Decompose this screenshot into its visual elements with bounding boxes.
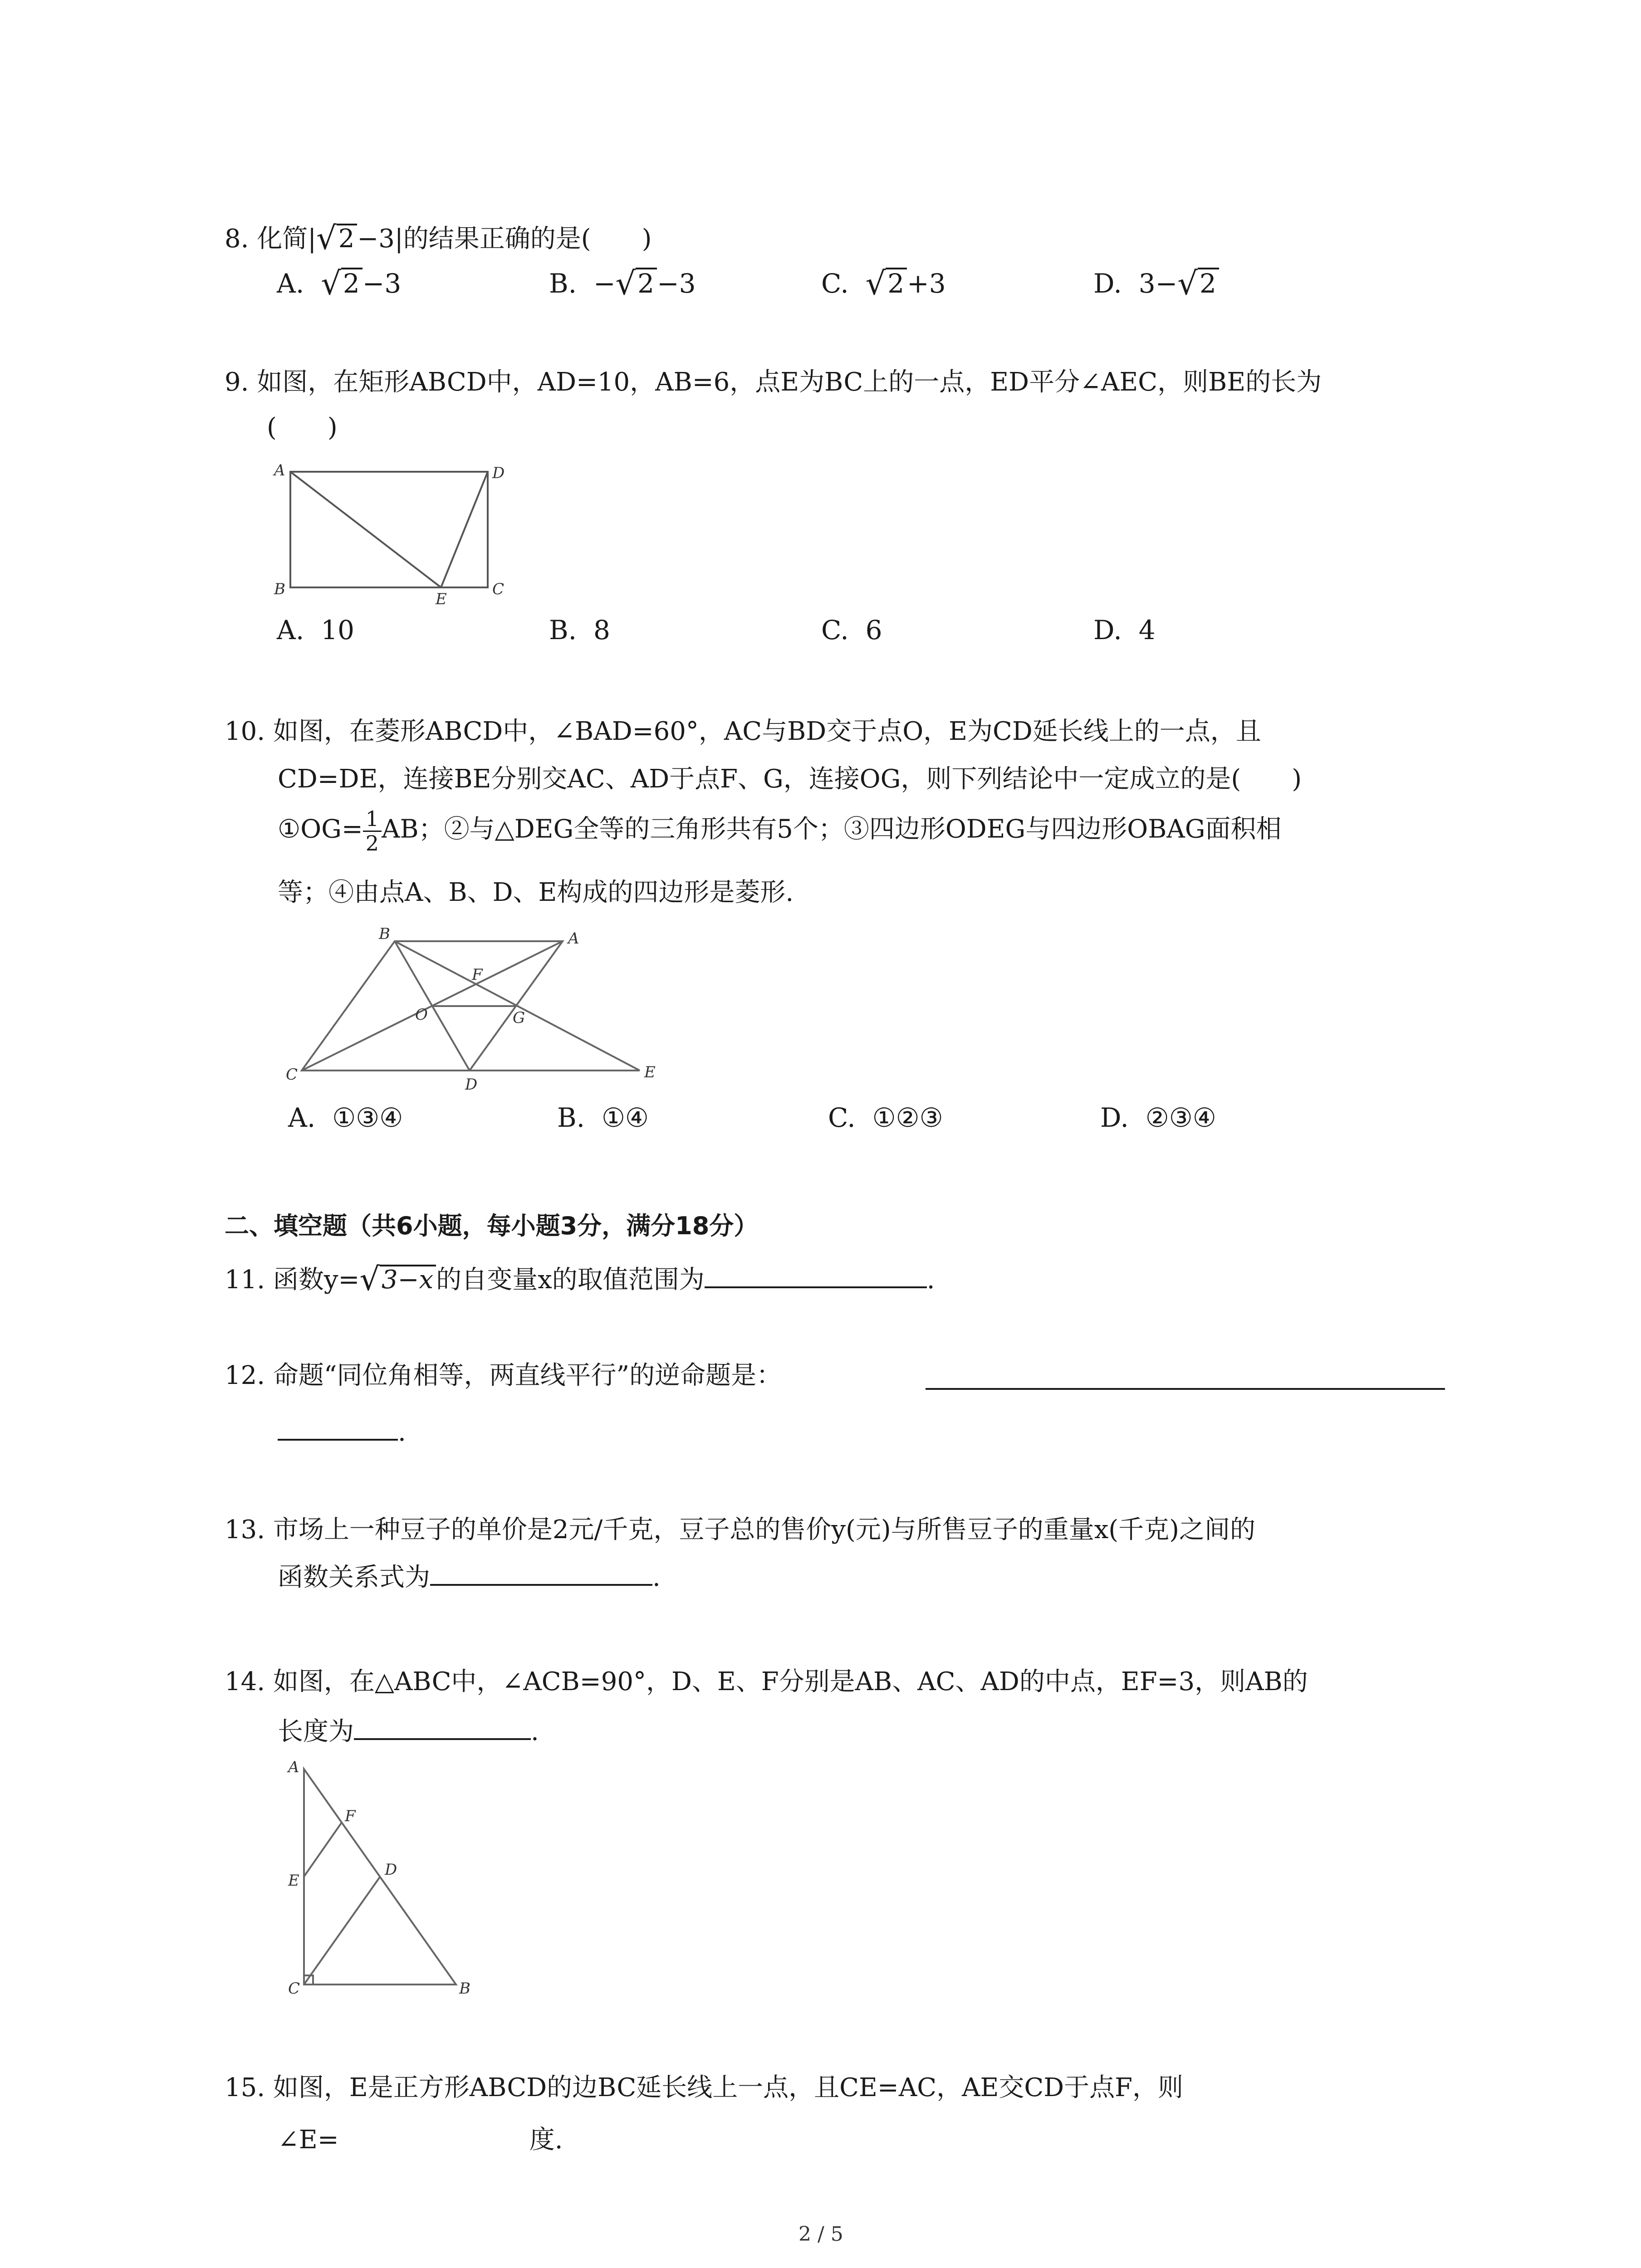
q13-period: . [652, 1563, 661, 1592]
section-title: 二、填空题（共6小题，每小题3分，满分18分） [225, 1212, 759, 1240]
option-value: 8 [593, 615, 610, 645]
vertex-c-label: C [286, 1066, 298, 1084]
q11-text-post: 的自变量x的取值范围为 [436, 1265, 705, 1295]
option-label: B. [549, 615, 577, 645]
option-suffix: +3 [907, 268, 946, 299]
option-value: ①③④ [332, 1102, 403, 1133]
q9-rectangle-figure [268, 458, 513, 608]
option-prefix: 3− [1138, 268, 1178, 299]
q8-option-b[interactable] [549, 265, 696, 302]
vertex-e-label: E [644, 1063, 656, 1081]
point-g-label: G [513, 1009, 525, 1027]
q8-number: 8. [225, 224, 249, 254]
q15-stem-line1 [225, 2075, 1183, 2101]
point-e-label: E [288, 1872, 299, 1890]
option-label: C. [821, 268, 849, 299]
q14-period: . [531, 1717, 539, 1746]
q9-option-a[interactable] [277, 617, 354, 643]
q10-conclusion-1: ①OG= [278, 814, 363, 844]
q11-period: . [926, 1265, 935, 1295]
option-radicand: 2 [1198, 268, 1219, 297]
fraction-numerator: 1 [363, 807, 382, 832]
option-label: C. [828, 1102, 856, 1133]
option-value: ②③④ [1145, 1102, 1216, 1133]
vertex-b-label: B [379, 925, 390, 943]
q11-radicand: 3−x [380, 1265, 436, 1293]
option-label: A. [288, 1102, 316, 1133]
q9-text: 如图，在矩形ABCD中，AD=10，AB=6，点E为BC上的一点，ED平分∠AEC，则BE的长为 [257, 367, 1322, 397]
segment-ef [304, 1823, 342, 1877]
vertex-c-label: C [492, 580, 505, 598]
option-label: A. [277, 615, 304, 645]
q14-text: 如图，在△ABC中，∠ACB=90°，D、E、F分别是AB、AC、AD的中点，EF=3，则AB的 [273, 1667, 1308, 1696]
q10-option-d[interactable] [1100, 1102, 1216, 1133]
q15-stem-line2 [278, 2127, 563, 2153]
q8-text-post: −3|的结果正确的是( ) [357, 224, 652, 254]
sqrt-sign: √ [321, 265, 341, 302]
q15-text: 如图，E是正方形ABCD的边BC延长线上一点，且CE=AC，AE交CD于点F，则 [273, 2073, 1184, 2102]
vertex-a-label: A [288, 1758, 299, 1776]
q9-stem-line1 [225, 367, 1322, 397]
q15-number: 15. [225, 2073, 265, 2102]
q8-radicand: 2 [337, 224, 358, 252]
q10-text: 如图，在菱形ABCD中，∠BAD=60°，AC与BD交于点O，E为CD延长线上的一点，且 [273, 717, 1261, 746]
q9-option-c[interactable] [821, 617, 882, 643]
q13-stem-line2 [278, 1565, 661, 1590]
q11-stem [225, 1261, 935, 1298]
vertex-b-label: B [459, 1980, 470, 1998]
q11-text-pre: 函数y= [273, 1265, 360, 1295]
fraction-denominator: 2 [365, 831, 379, 855]
option-value: 6 [865, 615, 882, 645]
option-radicand: 2 [636, 268, 657, 297]
q8-stem [225, 220, 652, 257]
q15-unit: 度. [529, 2125, 563, 2155]
sqrt-sign: √ [316, 220, 337, 257]
option-label: D. [1093, 268, 1122, 299]
option-value: ①②③ [872, 1102, 943, 1133]
q14-stem-line1 [225, 1669, 1308, 1695]
point-f-label: F [345, 1807, 356, 1825]
q14-number: 14. [225, 1667, 265, 1696]
q12-stem [225, 1363, 782, 1388]
option-label: B. [549, 268, 577, 299]
q10-number: 10. [225, 717, 265, 746]
q10-option-a[interactable] [288, 1102, 403, 1133]
point-o-label: O [415, 1006, 428, 1024]
q10-stem-line2: CD=DE，连接BE分别交AC、AD于点F、G，连接OG，则下列结论中一定成立的是( ) [278, 764, 1302, 794]
segment-ae [290, 472, 441, 587]
q10-option-c[interactable] [828, 1102, 943, 1133]
q10-rhombus-figure [272, 921, 681, 1102]
q15-angle-e: ∠E= [278, 2125, 339, 2155]
q10-stem-line1 [225, 719, 1261, 744]
q11-number: 11. [225, 1265, 265, 1295]
q14-answer-blank[interactable] [354, 1734, 531, 1740]
q12-answer-blank-line2[interactable] [278, 1434, 398, 1441]
option-value: 4 [1138, 615, 1156, 645]
option-label: B. [557, 1102, 585, 1133]
q9-stem-line2: ( ) [267, 413, 338, 442]
q13-number: 13. [225, 1515, 265, 1545]
option-suffix: −3 [657, 268, 696, 299]
q14-text-line2: 长度为 [278, 1717, 354, 1746]
sqrt-sign: √ [615, 265, 636, 302]
q9-option-d[interactable] [1093, 617, 1156, 643]
q10-conclusions: AB；②与△DEG全等的三角形共有5个；③四边形ODEG与四边形OBAG面积相 [382, 814, 1282, 844]
option-value: 10 [321, 615, 355, 645]
option-radicand: 2 [341, 268, 362, 297]
option-radicand: 2 [886, 268, 907, 297]
rect-abcd [290, 472, 488, 587]
point-f-label: F [472, 966, 483, 984]
q8-option-c[interactable] [821, 265, 946, 302]
q8-text-pre: 化简| [257, 224, 317, 254]
page-number: 2 / 5 [798, 2223, 843, 2246]
q10-option-b[interactable] [557, 1102, 649, 1133]
q12-stem-line2 [278, 1420, 406, 1445]
q8-option-a[interactable] [277, 265, 402, 302]
q13-text-line2: 函数关系式为 [278, 1563, 430, 1592]
option-prefix: − [593, 268, 616, 299]
option-suffix: −3 [362, 268, 402, 299]
q12-answer-blank-line1[interactable] [926, 1388, 1445, 1390]
vertex-b-label: B [274, 580, 285, 598]
q12-number: 12. [225, 1361, 265, 1390]
sqrt-sign: √ [865, 265, 886, 302]
point-d-label: D [385, 1861, 397, 1879]
option-label: C. [821, 615, 849, 645]
fraction-one-half [363, 807, 382, 855]
q10-stem-line3 [278, 807, 1282, 855]
vertex-d-label: D [492, 464, 505, 482]
option-value: ①④ [601, 1102, 649, 1133]
q8-option-d[interactable] [1093, 265, 1219, 302]
sqrt-sign: √ [1177, 265, 1198, 302]
q14-triangle-figure [277, 1753, 485, 2007]
q11-answer-blank[interactable] [705, 1282, 927, 1288]
option-label: A. [277, 268, 304, 299]
segment-ed [441, 472, 488, 587]
vertex-a-label: A [568, 929, 579, 948]
option-label: D. [1100, 1102, 1129, 1133]
vertex-e-label: E [436, 590, 447, 608]
vertex-a-label: A [274, 461, 285, 479]
option-label: D. [1093, 615, 1122, 645]
q13-stem-line1 [225, 1517, 1255, 1543]
q12-text: 命题“同位角相等，两直线平行”的逆命题是： [273, 1361, 782, 1390]
sqrt-sign: √ [359, 1261, 380, 1298]
q9-option-b[interactable] [549, 617, 610, 643]
vertex-d-label: D [465, 1075, 478, 1094]
segment-cd [304, 1877, 380, 1984]
q14-stem-line2 [278, 1719, 539, 1745]
q9-number: 9. [225, 367, 249, 397]
vertex-c-label: C [288, 1980, 300, 1998]
q13-answer-blank[interactable] [430, 1579, 652, 1586]
q12-period: . [398, 1418, 406, 1447]
q10-stem-line4: 等；④由点A、B、D、E构成的四边形是菱形. [278, 878, 794, 907]
q13-text: 市场上一种豆子的单价是2元/千克，豆子总的售价y(元)与所售豆子的重量x(千克)之间的 [273, 1515, 1255, 1545]
